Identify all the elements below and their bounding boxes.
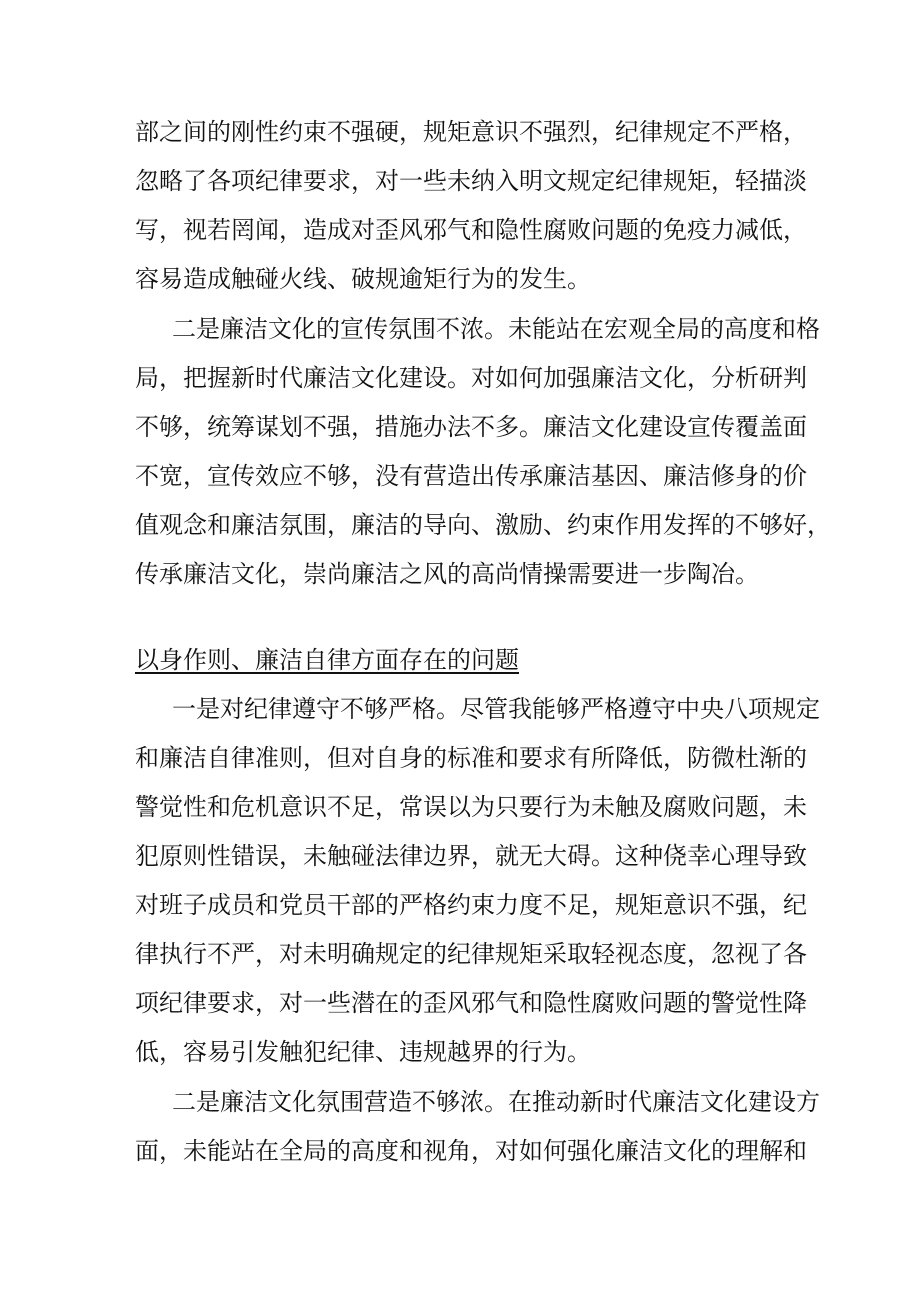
- paragraph-2-line-2: 局，把握新时代廉洁文化建设。对如何加强廉洁文化，分析研判: [135, 364, 807, 392]
- section-paragraph-2-line-2: 面，未能站在全局的高度和视角，对如何强化廉洁文化的理解和: [135, 1137, 807, 1165]
- paragraph-1-line-1: 部之间的刚性约束不强硬，规矩意识不强烈，纪律规定不严格，: [135, 118, 807, 146]
- section-paragraph-1-line-5: 对班子成员和党员干部的严格约束力度不足，规矩意识不强，纪: [135, 891, 807, 919]
- section-paragraph-1-line-4: 犯原则性错误，未触碰法律边界，就无大碍。这种侥幸心理导致: [135, 842, 807, 870]
- paragraph-1-line-2: 忽略了各项纪律要求，对一些未纳入明文规定纪律规矩，轻描淡: [135, 167, 807, 195]
- section-paragraph-1-line-1: 一是对纪律遵守不够严格。尽管我能够严格遵守中央八项规定: [172, 695, 820, 723]
- section-paragraph-1-line-2: 和廉洁自律准则，但对自身的标准和要求有所降低，防微杜渐的: [135, 744, 807, 772]
- paragraph-2-line-1: 二是廉洁文化的宣传氛围不浓。未能站在宏观全局的高度和格: [172, 315, 820, 343]
- section-paragraph-2-line-1: 二是廉洁文化氛围营造不够浓。在推动新时代廉洁文化建设方: [172, 1088, 820, 1116]
- section-paragraph-1-line-8: 低，容易引发触犯纪律、违规越界的行为。: [135, 1038, 591, 1066]
- paragraph-2-line-3: 不够，统筹谋划不强，措施办法不多。廉洁文化建设宣传覆盖面: [135, 413, 807, 441]
- paragraph-2-line-6: 传承廉洁文化，崇尚廉洁之风的高尚情操需要进一步陶冶。: [135, 560, 759, 588]
- section-heading: 以身作则、廉洁自律方面存在的问题: [135, 646, 519, 674]
- section-paragraph-1-line-6: 律执行不严，对未明确规定的纪律规矩采取轻视态度，忽视了各: [135, 940, 807, 968]
- section-paragraph-1-line-7: 项纪律要求，对一些潜在的歪风邪气和隐性腐败问题的警觉性降: [135, 989, 807, 1017]
- paragraph-1-line-4: 容易造成触碰火线、破规逾矩行为的发生。: [135, 265, 591, 293]
- section-paragraph-1-line-3: 警觉性和危机意识不足，常误以为只要行为未触及腐败问题，未: [135, 793, 807, 821]
- paragraph-1-line-3: 写，视若罔闻，造成对歪风邪气和隐性腐败问题的免疫力减低，: [135, 216, 807, 244]
- paragraph-2-line-5: 值观念和廉洁氛围，廉洁的导向、激励、约束作用发挥的不够好，: [135, 511, 831, 539]
- paragraph-2-line-4: 不宽，宣传效应不够，没有营造出传承廉洁基因、廉洁修身的价: [135, 462, 807, 490]
